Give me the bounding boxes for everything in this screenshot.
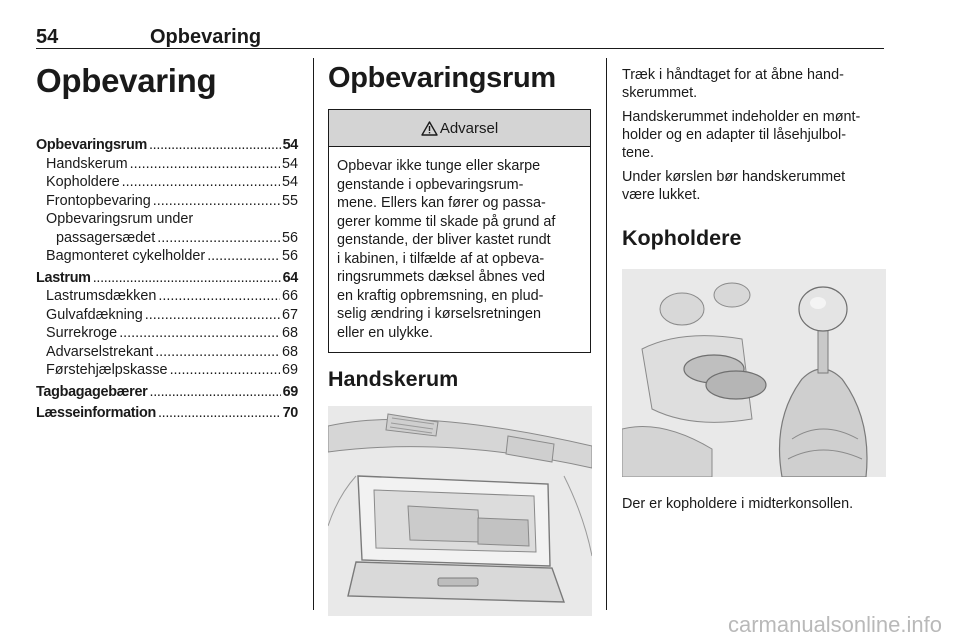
toc-item-opbevaringsrum[interactable]: Opbevaringsrum ..... 54: [36, 136, 298, 155]
paragraph-cupholder: Der er kopholdere i midterkonsollen.: [622, 496, 854, 512]
glovebox-illustration: [328, 406, 592, 616]
page-header: [36, 26, 884, 49]
header-section-title: Opbevaring: [150, 26, 262, 48]
glovebox-heading: Handskerum: [328, 367, 459, 391]
storage-column: [328, 62, 592, 616]
toc-item-tagbagagebaerer[interactable]: Tagbagagebærer ..... 69: [36, 383, 298, 402]
warning-triangle-icon: [421, 121, 438, 136]
toc-list: [36, 136, 298, 423]
toc-item-lastrumsdaekken[interactable]: Lastrumsdækken ..... 66: [36, 287, 298, 306]
column-divider-right: [606, 58, 607, 610]
warning-box: [328, 109, 591, 353]
toc-item-cykelholder[interactable]: Bagmonteret cykelholder ..... 56: [36, 247, 298, 266]
toc-item-opbevaringsrum-under[interactable]: Opbevaringsrum under: [46, 211, 194, 227]
page-number: 54: [36, 26, 59, 48]
toc-item-passagersaedet[interactable]: passagersædet ..... 56: [36, 229, 298, 248]
toc-column: [36, 62, 298, 423]
watermark: carmanualsonline.info: [727, 612, 942, 637]
toc-title: Opbevaring: [36, 62, 217, 99]
cupholder-illustration: [622, 269, 886, 477]
toc-item-surrekroge[interactable]: Surrekroge ..... 68: [36, 324, 298, 343]
toc-item-kopholdere[interactable]: Kopholdere ..... 54: [36, 173, 298, 192]
warning-title: Advarsel: [439, 119, 499, 137]
toc-item-frontopbevaring[interactable]: Frontopbevaring ..... 55: [36, 192, 298, 211]
column-divider-left: [313, 58, 314, 610]
right-column: [622, 66, 888, 519]
storage-heading: Opbevaringsrum: [328, 62, 556, 94]
warning-header: [329, 110, 590, 147]
toc-item-advarselstrekant[interactable]: Advarselstrekant ..... 68: [36, 343, 298, 362]
toc-item-handskerum[interactable]: Handskerum ..... 54: [36, 155, 298, 174]
cupholder-heading: Kopholdere: [622, 226, 742, 250]
toc-item-laesseinformation[interactable]: Læsseinformation ..... 70: [36, 404, 298, 423]
toc-item-gulvafdaekning[interactable]: Gulvafdækning ..... 67: [36, 306, 298, 325]
paragraph-glovebox-closed: Under kørslen bør handskerummet være lukket.: [622, 169, 846, 203]
paragraph-glovebox-contents: Handskerummet indeholder en mønt- holder og en adapter til låsehjulbol- tene.: [622, 109, 861, 161]
toc-item-lastrum[interactable]: Lastrum ..... 64: [36, 269, 298, 288]
paragraph-open-glovebox: Træk i håndtaget for at åbne hand- skerummet.: [622, 67, 844, 101]
toc-item-forstehjaelpskasse[interactable]: Førstehjælpskasse ..... 69: [36, 361, 298, 380]
warning-text: Opbevar ikke tunge eller skarpe genstande i opbevaringsrum- mene. Ellers kan fører og passa- gerer komme til skade på grund af genstande, der bliver kastet rundt i kabinen, i tilfælde af at opbeva- ringsrummets dæksel åbnes ved en kraftig opbremsning, en plud- selig ændring i kørselsretningen eller en ulykke.: [337, 158, 556, 341]
